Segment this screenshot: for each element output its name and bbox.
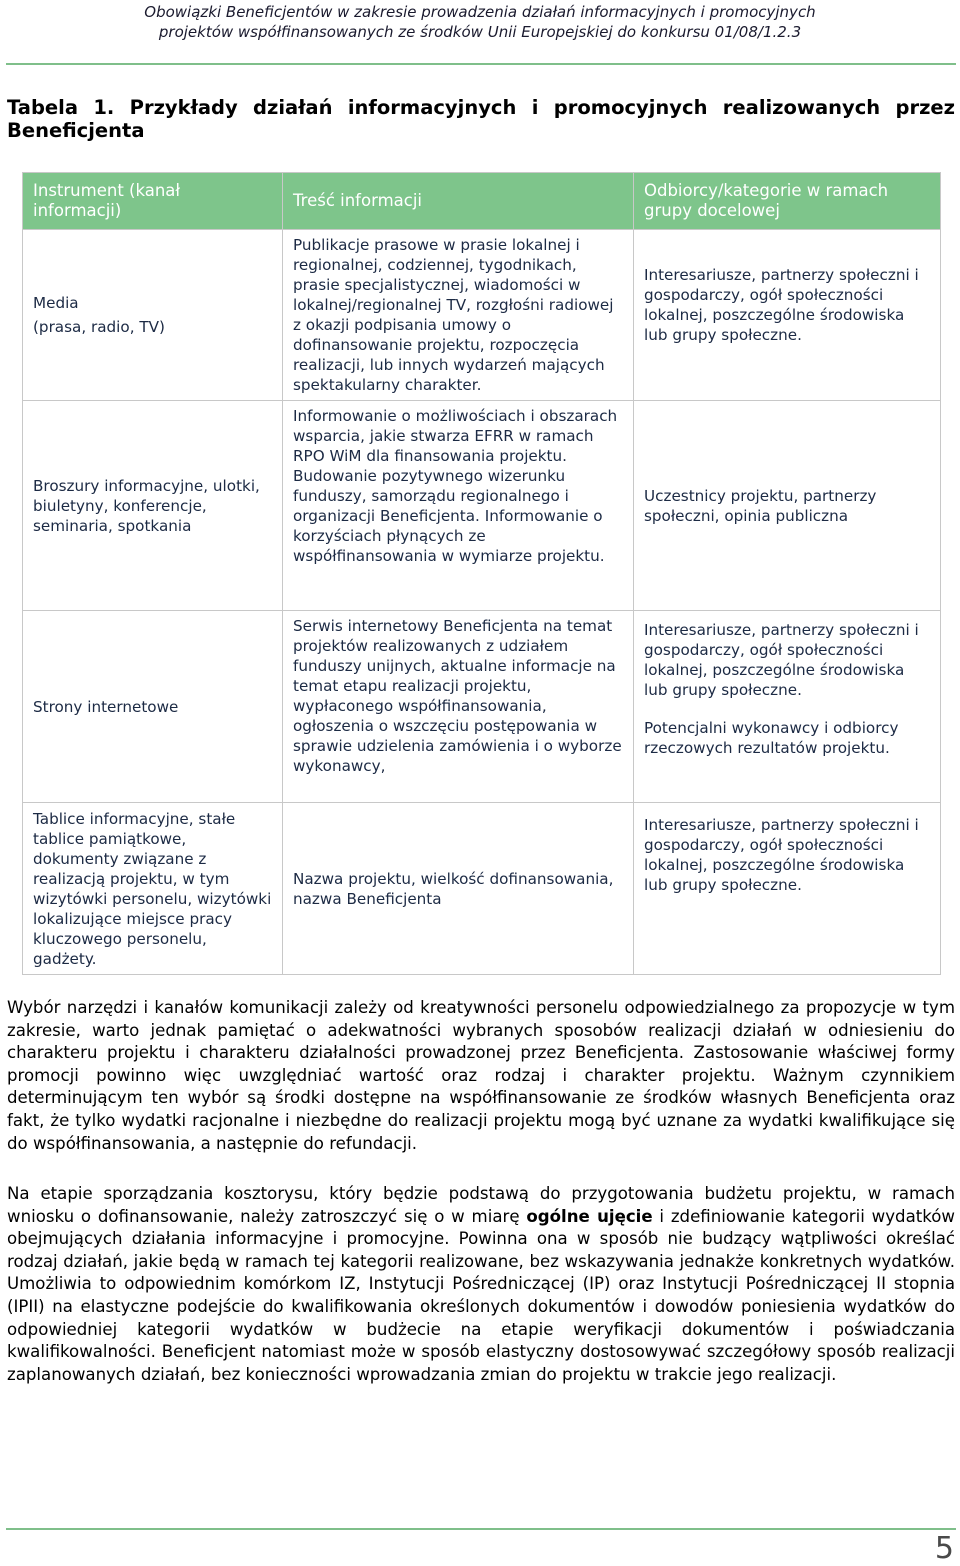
- footer-divider: [6, 1528, 956, 1530]
- header-recipients: Odbiorcy/kategorie w ramach grupy docelowej: [634, 173, 941, 230]
- table-header-row: [23, 173, 941, 230]
- paragraph-2-text-end: i zdefiniowanie kategorii wydatków obejmujących działania informacyjne i promocyjne. Powinna ona w sposób nie budzący wątpliwości określać rodzaj działań, jakie będą w ramach tej kategorii realizowane, bez wskazywania jednakże konkretnych wydatków. Umożliwia to odpowiednim komórkom IZ, Instytucji Pośredniczącej (IP) oraz Instytucji Pośredniczącej II stopnia (IPII) na elastyczne podejście do kwalifikowania określonych dokumentów i dowodów poniesienia wydatków do odpowiedniej kategorii wydatków w budżecie na etapie weryfikacji dokumentów i poświadczania kwalifikowalności. Beneficjent natomiast może w sposób elastyczny dostosowywać szczegółowy sposób realizacji zaplanowanych działań, bez konieczności wprowadzania zmian do projektu w trakcie jego realizacji.: [7, 1206, 955, 1384]
- paragraph-2-text-start: Na etapie sporządzania kosztorysu, który będzie podstawą do przygotowania budżetu projektu, w ramach wniosku o dofinansowanie, należy zatroszczyć się o w miarę: [7, 1184, 955, 1226]
- recipients-primary: Interesariusze, partnerzy społeczni i gospodarczy, ogół społeczności lokalnej, poszczególne środowiska lub grupy społeczne.: [644, 621, 919, 699]
- instrument-sublabel: (prasa, radio, TV): [33, 318, 165, 336]
- table-row: [23, 401, 941, 611]
- page-number: 5: [934, 1531, 954, 1566]
- instrument-cell: Tablice informacyjne, stałe tablice pamiątkowe, dokumenty związane z realizacją projektu, w tym wizytówki personelu, wizytówki lokalizujące miejsce pracy kluczowego personelu, gadżety.: [23, 803, 283, 975]
- table-row: [23, 803, 941, 975]
- body-paragraph-2: [7, 1183, 955, 1386]
- content-cell: Serwis internetowy Beneficjenta na temat projektów realizowanych z udziałem funduszy unijnych, aktualne informacje na temat etapu realizacji projektu, wypłaconego współfinansowania, ogłoszenia o wszczęciu postępowania w sprawie udzielenia zamówienia i o wyborze wykonawcy,: [283, 611, 634, 803]
- instrument-label: Media: [33, 294, 79, 312]
- paragraph-2-emphasis: ogólne ujęcie: [526, 1206, 653, 1226]
- content-cell: Publikacje prasowe w prasie lokalnej i regionalnej, codziennej, tygodnikach, prasie specjalistycznej, wiadomości w lokalnej/regionalnej TV, rozgłośni radiowej z okazji podpisania umowy o dofinansowanie projektu, rozpoczęcia realizacji, lub innych wydarzeń mających spektakularny charakter.: [283, 230, 634, 401]
- recipients-cell: [634, 611, 941, 803]
- recipients-secondary: Potencjalni wykonawcy i odbiorcy rzeczowych rezultatów projektu.: [644, 719, 899, 757]
- instrument-cell: [23, 230, 283, 401]
- running-header: [0, 2, 960, 42]
- instrument-cell: Strony internetowe: [23, 611, 283, 803]
- header-content: Treść informacji: [283, 173, 634, 230]
- table-caption: Tabela 1. Przykłady działań informacyjnych i promocyjnych realizowanych przez Beneficjenta: [7, 96, 955, 142]
- recipients-cell: Interesariusze, partnerzy społeczni i gospodarczy, ogół społeczności lokalnej, poszczególne środowiska lub grupy społeczne.: [634, 803, 941, 975]
- header-divider: [6, 63, 956, 65]
- information-activities-table: [22, 172, 941, 975]
- recipients-cell: Interesariusze, partnerzy społeczni i gospodarczy, ogół społeczności lokalnej, poszczególne środowiska lub grupy społeczne.: [634, 230, 941, 401]
- running-header-line-1: Obowiązki Beneficjentów w zakresie prowadzenia działań informacyjnych i promocyjnych: [144, 3, 816, 21]
- recipients-cell: Uczestnicy projektu, partnerzy społeczni, opinia publiczna: [634, 401, 941, 611]
- table-row: [23, 611, 941, 803]
- running-header-line-2: projektów współfinansowanych ze środków Unii Europejskiej do konkursu 01/08/1.2.3: [158, 23, 802, 41]
- header-instrument: Instrument (kanał informacji): [23, 173, 283, 230]
- content-cell: Nazwa projektu, wielkość dofinansowania, nazwa Beneficjenta: [283, 803, 634, 975]
- content-cell: Informowanie o możliwościach i obszarach wsparcia, jakie stwarza EFRR w ramach RPO WiM dla finansowania projektu. Budowanie pozytywnego wizerunku funduszy, samorządu regionalnego i organizacji Beneficjenta. Informowanie o korzyściach płynących ze współfinansowania w wymiarze projektu.: [283, 401, 634, 611]
- instrument-cell: Broszury informacyjne, ulotki, biuletyny, konferencje, seminaria, spotkania: [23, 401, 283, 611]
- table-row: [23, 230, 941, 401]
- body-paragraph-1: Wybór narzędzi i kanałów komunikacji zależy od kreatywności personelu odpowiedzialnego za propozycje w tym zakresie, warto jednak pamiętać o adekwatności wybranych sposobów realizacji działań w odniesieniu do charakteru projektu i charakteru działalności prowadzonej przez Beneficjenta. Zastosowanie właściwej formy promocji powinno więc uwzględniać wartość oraz rodzaj i charakter projektu. Ważnym czynnikiem determinującym ten wybór są środki dostępne na współfinansowanie ze środków własnych Beneficjenta oraz fakt, że tylko wydatki racjonalne i niezbędne do realizacji projektu mogą być uznane za wydatki kwalifikujące się do współfinansowania, a następnie do refundacji.: [7, 998, 955, 1153]
